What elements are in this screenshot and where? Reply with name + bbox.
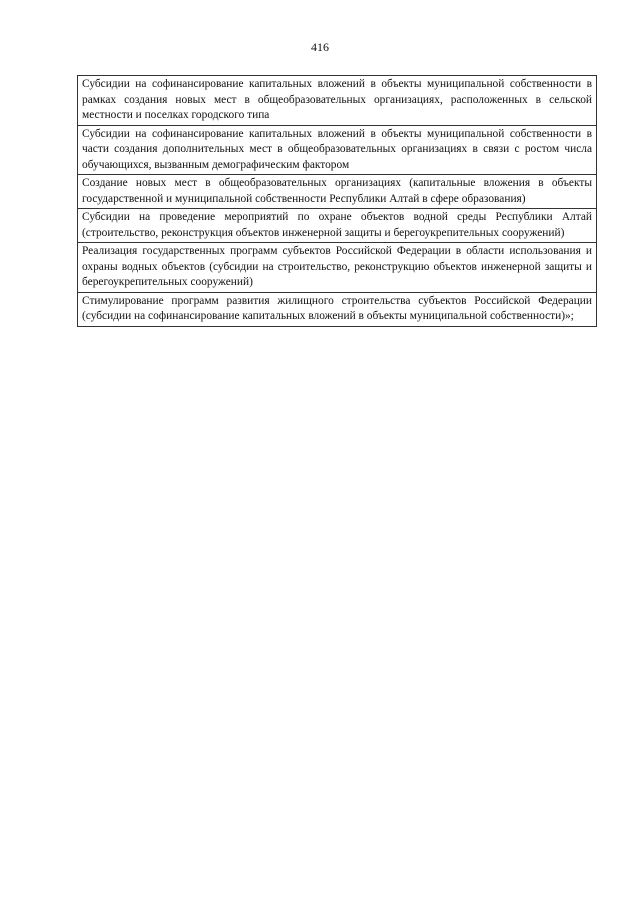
table-cell: Стимулирование программ развития жилищного строительства субъектов Российской Федерации (субсидии на софинансирование капитальных вложений в объекты муниципальной собственности)»; <box>78 292 597 326</box>
budget-items-table <box>77 75 597 327</box>
table-row <box>78 125 597 175</box>
table-cell: Субсидии на софинансирование капитальных вложений в объекты муниципальной собственности в рамках создания новых мест в общеобразовательных организациях, расположенных в сельской местности и поселках городского типа <box>78 76 597 126</box>
table-cell: Реализация государственных программ субъектов Российской Федерации в области использования и охраны водных объектов (субсидии на строительство, реконструкцию объектов инженерной защиты и берегоукрепительных сооружений) <box>78 243 597 293</box>
table-cell: Субсидии на проведение мероприятий по охране объектов водной среды Республики Алтай (строительство, реконструкция объектов инженерной защиты и берегоукрепительных сооружений) <box>78 209 597 243</box>
table-row <box>78 243 597 293</box>
table-row <box>78 175 597 209</box>
table-row <box>78 209 597 243</box>
page-number: 416 <box>311 40 329 54</box>
table-cell: Субсидии на софинансирование капитальных вложений в объекты муниципальной собственности в части создания дополнительных мест в общеобразовательных организациях в связи с ростом числа обучающихся, вызванным демографическим фактором <box>78 125 597 175</box>
table-cell: Создание новых мест в общеобразовательных организациях (капитальные вложения в объекты государственной и муниципальной собственности Республики Алтай в сфере образования) <box>78 175 597 209</box>
table-row <box>78 76 597 126</box>
table-row <box>78 292 597 326</box>
